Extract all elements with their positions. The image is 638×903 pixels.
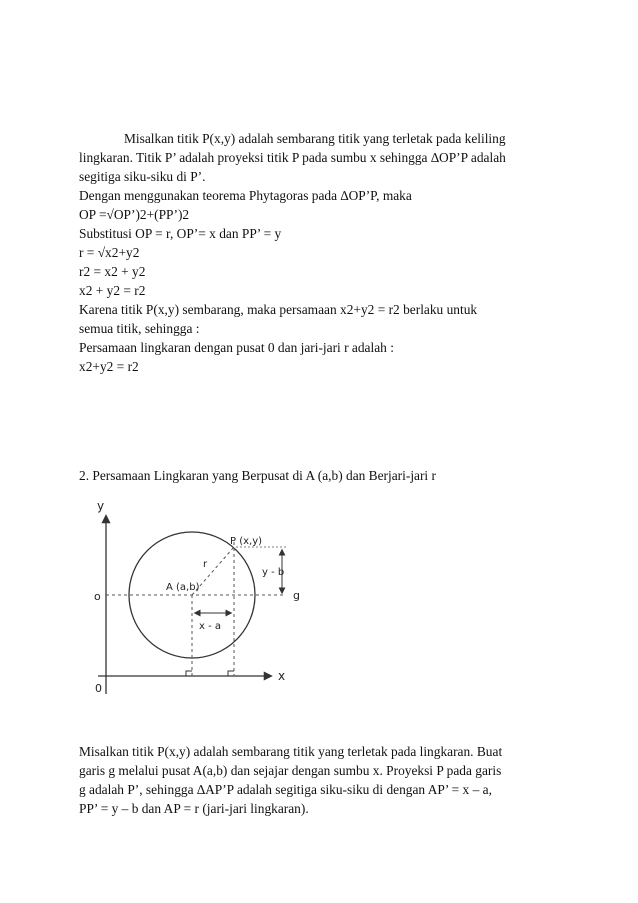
heading-text: 2. Persamaan Lingkaran yang Berpusat di A (a,b) dan Berjari-jari r — [79, 468, 436, 483]
text-line: segitiga siku-siku di P’. — [79, 169, 206, 184]
paragraph-origin-circle — [79, 129, 579, 376]
text-line: Persamaan lingkaran dengan pusat 0 dan jari-jari r adalah : — [79, 340, 394, 355]
text-line: Misalkan titik P(x,y) adalah sembarang titik yang terletak pada lingkaran. Buat — [79, 744, 503, 759]
text-line: OP =√OP’)2+(PP’)2 — [79, 207, 190, 222]
text-line: g adalah P’, sehingga ∆AP’P adalah segitiga siku-siku di dengan AP’ = x – a, — [79, 782, 492, 797]
text-line: semua titik, sehingga : — [79, 321, 200, 336]
text-line: Misalkan titik P(x,y) adalah sembarang titik yang terletak pada keliling — [124, 131, 506, 146]
text-line: lingkaran. Titik P’ adalah proyeksi titik P pada sumbu x sehingga ∆OP’P adalah — [79, 150, 506, 165]
right-angle-mark — [228, 671, 234, 676]
line-g-label: g — [293, 589, 300, 602]
center-label: A (a,b) — [166, 582, 200, 593]
paragraph-center-circle — [79, 742, 579, 818]
text-line: r = √x2+y2 — [79, 245, 140, 260]
text-line: Karena titik P(x,y) sembarang, maka persamaan x2+y2 = r2 berlaku untuk — [79, 302, 478, 317]
section-heading — [79, 466, 579, 485]
radius-label: r — [203, 559, 208, 570]
right-angle-mark — [186, 671, 192, 676]
origin-label: 0 — [95, 682, 102, 695]
circle-diagram — [86, 494, 316, 700]
text-line: Substitusi OP = r, OP’= x dan PP’ = y — [79, 226, 282, 241]
text-line: garis g melalui pusat A(a,b) dan sejajar dengan sumbu x. Proyeksi P pada garis — [79, 763, 502, 778]
text-line: x2 + y2 = r2 — [79, 283, 146, 298]
text-line: x2+y2 = r2 — [79, 359, 139, 374]
x-axis-label: x — [278, 669, 286, 683]
vertical-dimension-label: y - b — [262, 567, 285, 578]
b-level-label: o — [94, 590, 101, 603]
horizontal-dimension-label: x - a — [199, 621, 222, 632]
text-line: r2 = x2 + y2 — [79, 264, 146, 279]
text-line: Dengan menggunakan teorema Phytagoras pada ∆OP’P, maka — [79, 188, 412, 203]
text-line: PP’ = y – b dan AP = r (jari-jari lingkaran). — [79, 801, 309, 816]
point-label: P (x,y) — [230, 536, 263, 547]
y-axis-label: y — [97, 499, 105, 513]
